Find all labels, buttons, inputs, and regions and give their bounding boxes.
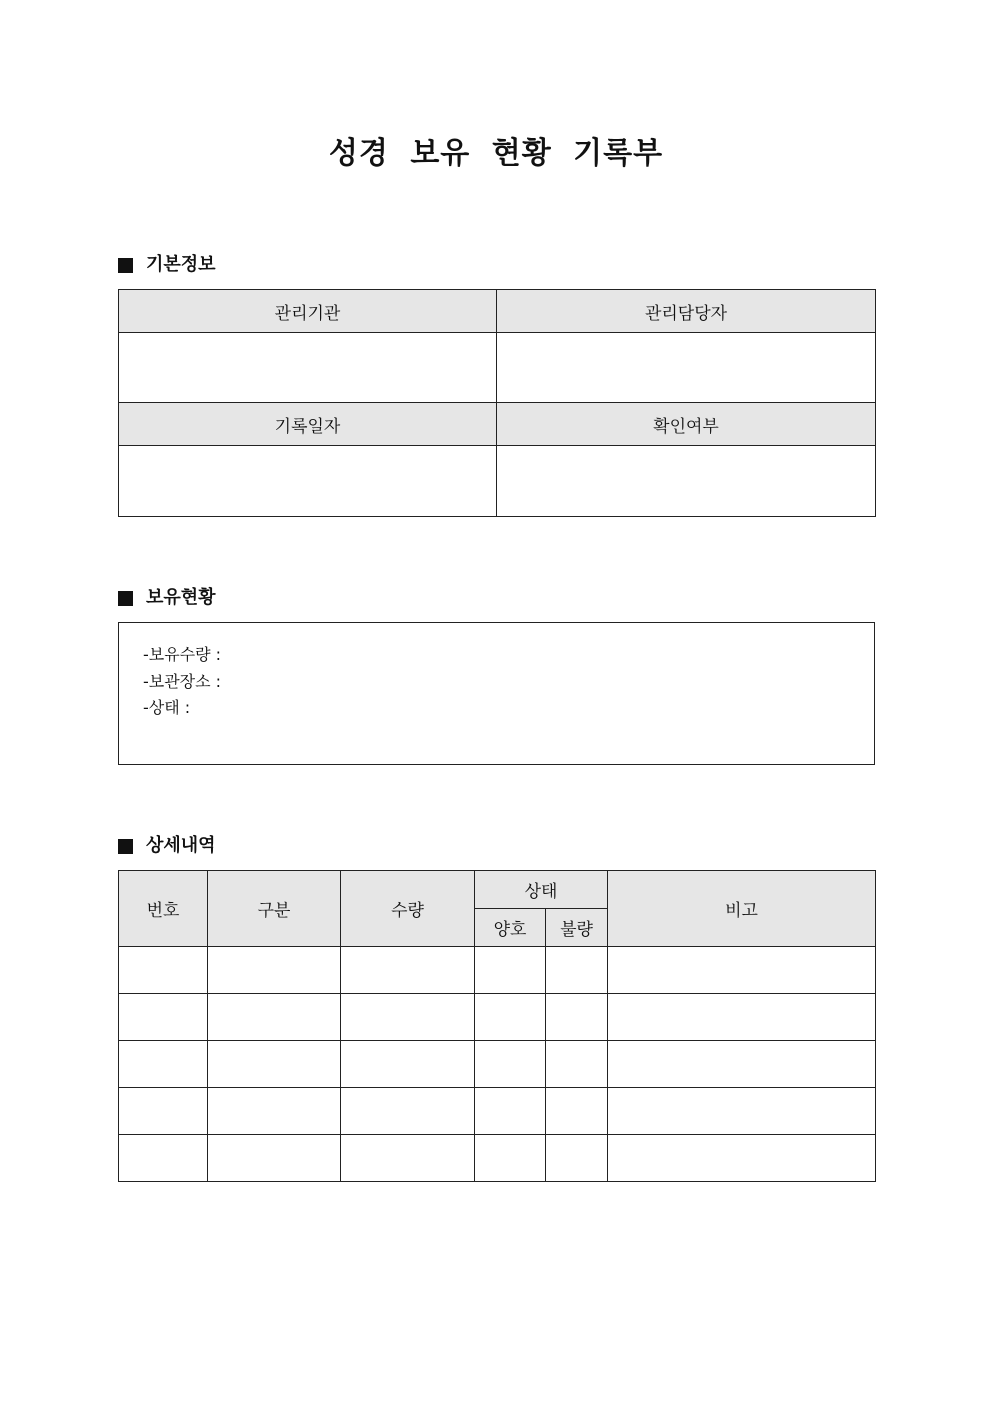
record-date-label: 기록일자 bbox=[119, 403, 497, 446]
section-title: 보유현황 bbox=[146, 587, 216, 608]
cell-category[interactable] bbox=[208, 1088, 341, 1135]
cell-category[interactable] bbox=[208, 1135, 341, 1182]
table-row bbox=[119, 1088, 876, 1135]
cell-bad[interactable] bbox=[546, 994, 608, 1041]
cell-good[interactable] bbox=[475, 1041, 546, 1088]
cell-remarks[interactable] bbox=[608, 1088, 876, 1135]
column-header-good: 양호 bbox=[475, 909, 546, 947]
cell-category[interactable] bbox=[208, 994, 341, 1041]
holdings-box[interactable] bbox=[118, 622, 875, 765]
cell-bad[interactable] bbox=[546, 1135, 608, 1182]
cell-quantity[interactable] bbox=[341, 1135, 475, 1182]
cell-remarks[interactable] bbox=[608, 1135, 876, 1182]
basic-info-table bbox=[118, 289, 876, 517]
table-row bbox=[119, 1041, 876, 1088]
cell-number[interactable] bbox=[119, 1088, 208, 1135]
cell-remarks[interactable] bbox=[608, 947, 876, 994]
square-bullet-icon bbox=[118, 839, 133, 854]
confirmation-label: 확인여부 bbox=[497, 403, 876, 446]
agency-label: 관리기관 bbox=[119, 290, 497, 333]
cell-quantity[interactable] bbox=[341, 1041, 475, 1088]
cell-number[interactable] bbox=[119, 1041, 208, 1088]
cell-quantity[interactable] bbox=[341, 947, 475, 994]
manager-label: 관리담당자 bbox=[497, 290, 876, 333]
details-table bbox=[118, 870, 876, 1182]
cell-quantity[interactable] bbox=[341, 1088, 475, 1135]
column-header-condition: 상태 bbox=[475, 871, 608, 909]
cell-good[interactable] bbox=[475, 1088, 546, 1135]
column-header-number: 번호 bbox=[119, 871, 208, 947]
confirmation-field[interactable] bbox=[497, 446, 876, 517]
section-heading-basic-info bbox=[118, 253, 216, 277]
column-header-category: 구분 bbox=[208, 871, 341, 947]
cell-bad[interactable] bbox=[546, 1088, 608, 1135]
cell-number[interactable] bbox=[119, 947, 208, 994]
square-bullet-icon bbox=[118, 591, 133, 606]
cell-bad[interactable] bbox=[546, 947, 608, 994]
cell-number[interactable] bbox=[119, 994, 208, 1041]
holdings-quantity-line: -보유수량 : bbox=[143, 645, 227, 664]
holdings-location-line: -보관장소 : bbox=[143, 671, 227, 691]
section-title: 상세내역 bbox=[146, 835, 216, 856]
cell-bad[interactable] bbox=[546, 1041, 608, 1088]
holdings-lines bbox=[143, 642, 226, 722]
cell-category[interactable] bbox=[208, 1041, 341, 1088]
cell-number[interactable] bbox=[119, 1135, 208, 1182]
holdings-condition-line: -상태 : bbox=[143, 698, 196, 717]
cell-good[interactable] bbox=[475, 994, 546, 1041]
cell-good[interactable] bbox=[475, 947, 546, 994]
cell-quantity[interactable] bbox=[341, 994, 475, 1041]
column-header-remarks: 비고 bbox=[608, 871, 876, 947]
section-heading-holdings bbox=[118, 586, 216, 610]
cell-good[interactable] bbox=[475, 1135, 546, 1182]
record-date-field[interactable] bbox=[119, 446, 497, 517]
section-heading-details bbox=[118, 834, 216, 858]
table-row bbox=[119, 994, 876, 1041]
manager-field[interactable] bbox=[497, 333, 876, 403]
table-row bbox=[119, 947, 876, 994]
cell-remarks[interactable] bbox=[608, 1041, 876, 1088]
document-title: 성경 보유 현황 기록부 bbox=[328, 136, 664, 171]
cell-category[interactable] bbox=[208, 947, 341, 994]
column-header-bad: 불량 bbox=[546, 909, 608, 947]
section-title: 기본정보 bbox=[146, 254, 216, 275]
column-header-quantity: 수량 bbox=[341, 871, 475, 947]
table-row bbox=[119, 1135, 876, 1182]
agency-field[interactable] bbox=[119, 333, 497, 403]
square-bullet-icon bbox=[118, 258, 133, 273]
cell-remarks[interactable] bbox=[608, 994, 876, 1041]
